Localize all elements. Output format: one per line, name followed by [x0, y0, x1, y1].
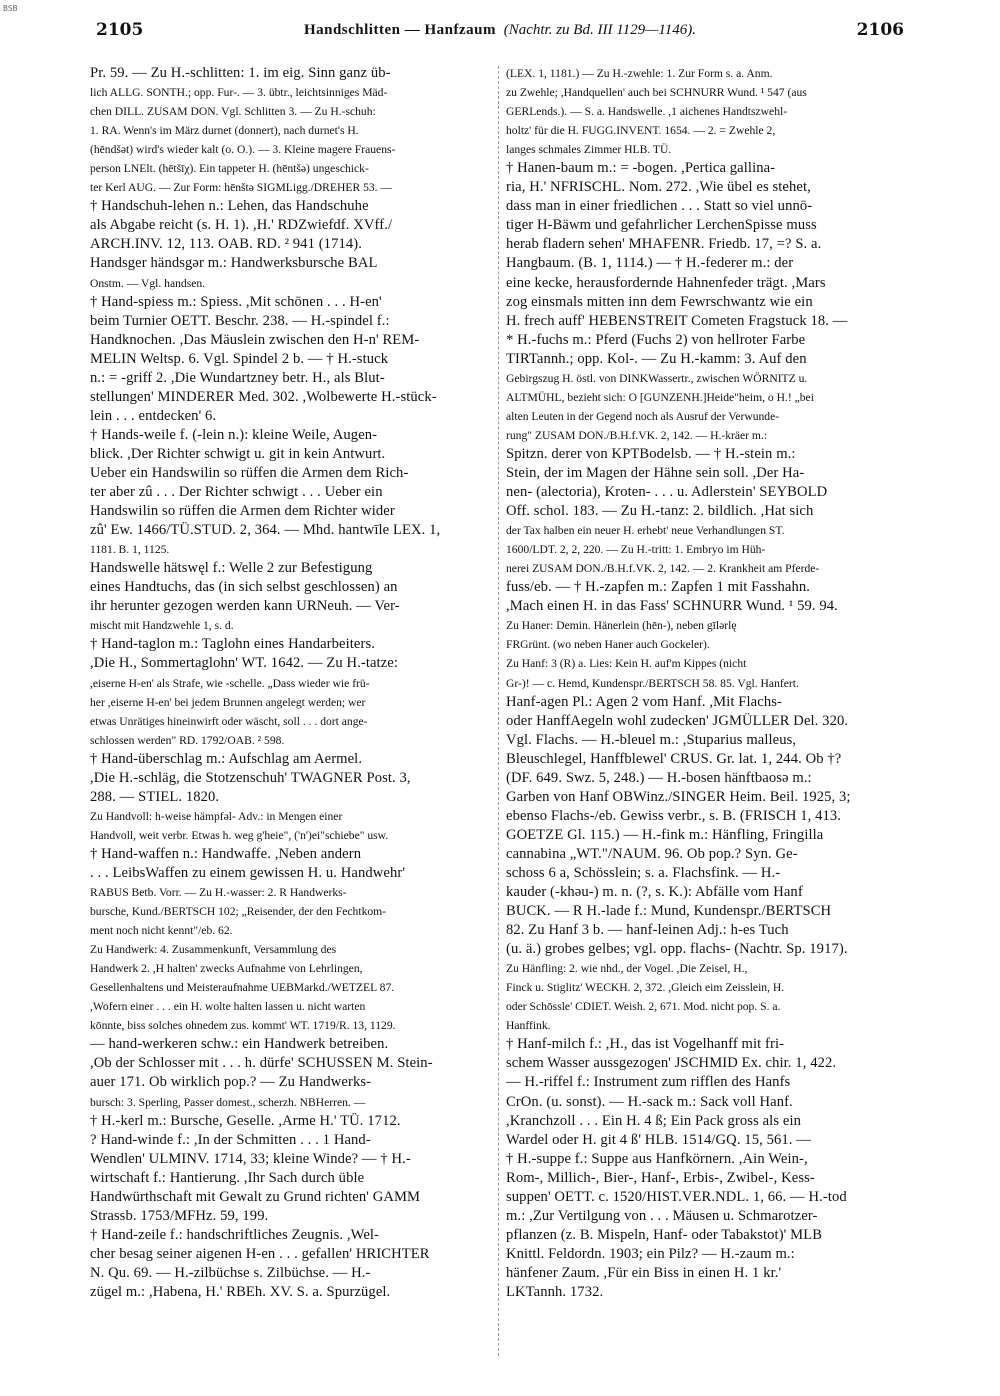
text-line: Handwürthschaft mit Gewalt zu Grund richten' GAMM: [90, 1188, 421, 1205]
text-line: Handwerk 2. ,H halten' zwecks Aufnahme von Lehrlingen,: [90, 962, 363, 976]
text-line: lich ALLG. SONTH.; opp. Fur-. — 3. übtr., leichtsinniges Mäd-: [90, 86, 388, 100]
text-line: Wardel oder H. git 4 ß' HLB. 1514/GQ. 15, 561. —: [506, 1131, 811, 1148]
text-line: Stein, der im Magen der Hähne sein soll. ,Der Ha-: [506, 464, 805, 481]
text-line: † Hanen-baum m.: = -bogen. ,Pertica gallina-: [506, 160, 776, 177]
text-line: ebenso Flachs-/eb. Gewiss verbr., s. B. (FRISCH 1, 413.: [506, 807, 842, 824]
text-line: Strassb. 1753/MFHz. 59, 199.: [90, 1207, 269, 1224]
text-line: ,eiserne H-en' als Strafe, wie -schelle. „Dass wieder wie frü-: [90, 676, 370, 690]
text-line: Handsger händsgər m.: Handwerksbursche BAL: [90, 255, 378, 272]
text-line: TIRTannh.; opp. Kol-. — Zu H.-kamm: 3. Auf den: [506, 350, 807, 367]
text-line: (LEX. 1, 1181.) — Zu H.-zwehle: 1. Zur Form s. a. Anm.: [506, 67, 773, 80]
text-line: . . . LeibsWaffen zu einem gewissen H. u. Handwehr': [90, 864, 406, 881]
text-line: MELIN Weltsp. 6. Vgl. Spindel 2 b. — † H.-stuck: [90, 350, 389, 367]
text-line: ,Die H.-schläg, die Stotzenschuh' TWAGNER Post. 3,: [90, 769, 411, 786]
text-line: FRGrünt. (wo neben Haner auch Gockeler).: [506, 638, 710, 652]
text-line: † H.-suppe f.: Suppe aus Hanfkörnern. ,Ain Wein-,: [506, 1150, 808, 1167]
text-line: Wendlen' ULMINV. 1714, 33; kleine Winde? — † H.-: [90, 1150, 411, 1167]
text-line: zügel m.: ,Habena, H.' RBEh. XV. S. a. Spurzügel.: [90, 1284, 391, 1300]
text-line: oder Schōssle' CDIET. Weish. 2, 671. Mod. nicht pop. S. a.: [506, 1000, 781, 1014]
text-line: oder HanffAegeln wohl zudecken' JGMÜLLER Del. 320.: [506, 712, 849, 729]
text-line: Onstm. — Vgl. handsen.: [90, 276, 206, 290]
text-line: Zu Hanf: 3 (R) a. Lies: Kein H. auf'm Kippes (nicht: [506, 657, 747, 671]
text-line: Knittl. Feldordn. 1903; ein Pilz? — H.-zaum m.:: [506, 1245, 795, 1262]
text-line: Off. schol. 183. — Zu H.-tanz: 2. bildlich. ,Hat sich: [506, 503, 814, 520]
text-line: eine kecke, herausfordernde Hahnenfeder trägt. ,Mars: [506, 274, 826, 291]
text-line: † Hand-taglon m.: Taglohn eines Handarbeiters.: [90, 636, 375, 653]
text-line: Finck u. Stiglitz' WECKH. 2, 372. ,Gleich eim Zeisslein, H.: [506, 981, 785, 995]
text-line: fuss/eb. — † H.-zapfen m.: Zapfen 1 mit Fasshahn.: [506, 579, 811, 596]
text-line: † Handschuh-lehen n.: Lehen, das Handschuhe: [90, 198, 369, 215]
text-line: 288. — STIEL. 1820.: [90, 788, 220, 805]
text-line: — hand-werkeren schw.: ein Handwerk betreiben.: [90, 1036, 389, 1053]
text-line: zog einsmals mitten inn dem Fewrschwantz wie ein: [506, 293, 813, 310]
text-line: zû' Ew. 1466/TÜ.STUD. 2, 364. — Mhd. hantwīle LEX. 1,: [90, 522, 441, 539]
text-line: zu Zwehle; ,Handquellen' auch bei SCHNURR Wund. ¹ 547 (aus: [506, 86, 807, 100]
text-line: Zu Hänfling: 2. wie nhd., der Vogel. ,Die Zeisel, H.,: [506, 962, 748, 976]
text-line: † Hand-waffen n.: Handwaffe. ,Neben andern: [90, 845, 362, 862]
text-line: Hanffink.: [506, 1019, 551, 1033]
page-number-right: 2106: [856, 20, 904, 40]
text-line: mischt mit Handzwehle 1, s. d.: [90, 619, 234, 633]
text-line: schlossen werden" RD. 1792/OAB. ² 598.: [90, 733, 285, 747]
text-line: — H.-riffel f.: Instrument zum rifflen des Hanfs: [506, 1074, 791, 1091]
header-title: Handschlitten — Hanfzaum: [303, 22, 496, 38]
text-line: lein . . . entdecken' 6.: [90, 407, 217, 424]
text-line: Vgl. Flachs. — H.-bleuel m.: ,Stuparius malleus,: [506, 731, 797, 748]
left-column: [90, 64, 494, 1302]
text-line: Gesellenhaltens und Meisteraufnahme UEBMarkd./WETZEL 87.: [90, 981, 395, 995]
text-line: Garben von Hanf OBWinz./SINGER Heim. Beil. 1925, 3;: [506, 788, 851, 805]
text-line: N. Qu. 69. — H.-zilbüchse s. Zilbüchse. — H.-: [90, 1264, 371, 1281]
text-line: hänfener Zaum. ,Für ein Biss in einen H. 1 kr.': [506, 1264, 782, 1281]
text-line: ,Ob der Schlosser mit . . . h. dürfe' SCHUSSEN M. Stein-: [90, 1055, 433, 1072]
text-line: † H.-kerl m.: Bursche, Geselle. ,Arme H.' TÜ. 1712.: [90, 1112, 401, 1129]
text-line: GERLends.). — S. a. Handswelle. ,1 aichenes Handtszwehl-: [506, 105, 788, 119]
text-line: Zu Handwerk: 4. Zusammenkunft, Versammlung des: [90, 943, 337, 957]
text-line: her ,eiserne H-en' bei jedem Brunnen angelegt werden; wer: [90, 695, 366, 709]
text-line: tiger H-Bäwm und gefahrlicher LerchenSpisse muss: [506, 217, 817, 234]
text-line: m.: ,Zur Vertilgung von . . . Mäusen u. Schmarotzer-: [506, 1207, 818, 1224]
text-line: pflanzen (z. B. Mispeln, Hanf- oder Tabakstot)' MLB: [506, 1226, 823, 1243]
text-line: ihr herunter gezogen werden kann URNeuh. — Ver-: [90, 598, 400, 615]
text-line: eines Handtuchs, das (in sich selbst geschlossen) an: [90, 579, 398, 596]
text-line: holtz' für die H. FUGG.INVENT. 1654. — 2. = Zwehle 2,: [506, 124, 776, 138]
text-line: ter Kerl AUG. — Zur Form: hēnštə SIGMLigg./DREHER 53. —: [90, 181, 393, 195]
text-line: ,Wofern einer . . . ein H. wolte halten lassen u. nicht warten: [90, 1000, 366, 1014]
text-line: Pr. 59. — Zu H.-schlitten: 1. im eig. Sinn ganz üb-: [90, 65, 391, 81]
text-line: Zu Haner: Demin. Hänerlein (hēn-), neben gīlərlę: [506, 619, 737, 633]
text-line: ,Die H., Sommertaglohn' WT. 1642. — Zu H.-tatze:: [90, 655, 399, 672]
text-line: H. frech auff' HEBENSTREIT Cometen Fragstuck 18. —: [506, 312, 848, 329]
text-line: auer 171. Ob wirklich pop.? — Zu Handwerks-: [90, 1074, 372, 1091]
text-line: langes schmales Zimmer HLB. TÜ.: [506, 143, 672, 157]
text-line: Zu Handvoll: h-weise hämpfəl- Adv.: in Mengen einer: [90, 809, 343, 823]
text-line: LKTannh. 1732.: [506, 1284, 604, 1300]
running-header: [0, 22, 1000, 39]
text-line: Hangbaum. (B. 1, 1114.) — † H.-federer m.: der: [506, 255, 794, 272]
text-line: † Hand-überschlag m.: Aufschlag am Aermel.: [90, 750, 363, 767]
right-column: [506, 64, 910, 1302]
text-line: (u. ä.) grobes gelbes; vgl. opp. flachs- (Nachtr. Sp. 1917).: [506, 941, 848, 958]
text-line: Hanf-agen Pl.: Agen 2 vom Hanf. ,Mit Flachs-: [506, 693, 782, 710]
text-line: person LNElt. (hētšīχ). Ein tappeter H. (hēntšə) ungeschick-: [90, 162, 369, 176]
text-line: alten Leuten in der Gegend noch als Ausruf der Verwunde-: [506, 409, 780, 423]
text-line: chen DILL. ZUSAM DON. Vgl. Schlitten 3. — Zu H.-schuh:: [90, 105, 376, 119]
text-line: ter aber zû . . . Der Richter schwigt . . . Ueber ein: [90, 484, 383, 501]
text-line: 1181. B. 1, 1125.: [90, 543, 170, 557]
text-line: nen- (alectoria), Kroten- . . . u. Adlerstein' SEYBOLD: [506, 484, 828, 501]
text-line: Handswelle hätswęl f.: Welle 2 zur Befestigung: [90, 560, 373, 577]
text-line: † Hands-weile f. (-lein n.): kleine Weile, Augen-: [90, 426, 378, 443]
text-line: bursch: 3. Sperling, Passer domest., scherzh. NBHerren. —: [90, 1095, 366, 1109]
text-line: blick. ,Der Richter schwigt u. git in kein Antwurt.: [90, 445, 386, 462]
library-stamp: BSB: [3, 4, 18, 13]
text-line: GOETZE Gl. 115.) — H.-fink m.: Hänfling, Fringilla: [506, 826, 824, 843]
text-line: n.: = -griff 2. ,Die Wundartzney betr. H., als Blut-: [90, 369, 385, 386]
text-line: † Hand-spiess m.: Spiess. ,Mit schōnen . . . H-en': [90, 293, 382, 310]
text-line: ,Mach einen H. in das Fass' SCHNURR Wund. ¹ 59. 94.: [506, 598, 838, 615]
text-line: ARCH.INV. 12, 113. OAB. RD. ² 941 (1714).: [90, 236, 362, 253]
text-line: nerei ZUSAM DON./B.H.f.VK. 2, 142. — 2. Krankheit am Pferde-: [506, 562, 820, 576]
text-line: BUCK. — R H.-lade f.: Mund, Kundenspr./BERTSCH: [506, 903, 832, 920]
text-line: dass man in einer friedlichen . . . Statt so viel unnō-: [506, 198, 813, 215]
column-divider: [498, 66, 499, 1356]
text-line: als Abgabe reicht (s. H. 1). ,H.' RDZwiefdf. XVff./: [90, 217, 393, 234]
text-line: Gr-)! — c. Hemd, Kundenspr./BERTSCH 58. 85. Vgl. Hanfert.: [506, 676, 799, 690]
text-line: Rom-, Millich-, Bier-, Hanf-, Erbis-, Zwibel-, Kess-: [506, 1169, 815, 1186]
text-line: wirtschaft f.: Hantierung. ,Ihr Sach durch üble: [90, 1169, 365, 1186]
text-line: ? Hand-winde f.: ,In der Schmitten . . . 1 Hand-: [90, 1131, 371, 1148]
text-line: Handswilin so rüffen die Armen dem Richter wider: [90, 503, 395, 520]
text-line: ria, H.' NFRISCHL. Nom. 272. ,Wie übel es stehet,: [506, 179, 811, 196]
page-number-left: 2105: [96, 20, 144, 40]
text-line: Handvoll, weit verbr. Etwas h. weg g'heie", ('n')ei"schiebe" usw.: [90, 828, 389, 842]
text-line: Spitzn. derer von KPTBodelsb. — † H.-stein m.:: [506, 445, 796, 462]
text-line: kōnnte, biss solches ohnedem zus. kommt' WT. 1719/R. 13, 1129.: [90, 1019, 396, 1033]
text-line: der Tax halben ein neuer H. erhebt' neue Verhandlungen ST.: [506, 524, 785, 538]
text-line: † Hand-zeile f.: handschriftliches Zeugnis. ,Wel-: [90, 1226, 380, 1243]
text-line: * H.-fuchs m.: Pferd (Fuchs 2) von hellroter Farbe: [506, 331, 806, 348]
text-line: schem Wasser aussgezogen' JSCHMID Ex. chir. 1, 422.: [506, 1055, 837, 1072]
text-line: (hēndšət) wird's wieder kalt (o. O.). — 3. Kleine magere Frauens-: [90, 143, 396, 157]
text-line: 82. Zu Hanf 3 b. — hanf-leinen Adj.: h-es Tuch: [506, 922, 789, 939]
text-line: stellungen' MINDERER Med. 302. ,Wolbewerte H.-stück-: [90, 388, 437, 405]
text-line: † Hanf-milch f.: ,H., das ist Vogelhanff mit fri-: [506, 1036, 785, 1053]
text-line: cher besag seiner aigenen H-en . . . gefallen' HRICHTER: [90, 1245, 430, 1262]
text-line: CrOn. (u. sonst). — H.-sack m.: Sack voll Hanf.: [506, 1093, 793, 1110]
text-line: ment noch nicht kennt"/eb. 62.: [90, 924, 233, 938]
text-line: 1600/LDT. 2, 2, 220. — Zu H.-tritt: 1. Embryo im Hüh-: [506, 543, 766, 557]
text-line: Bleuschlegel, Hanffblewel' CRUS. Gr. lat. 1, 244. Ob †?: [506, 750, 842, 767]
text-line: Ueber ein Handswilin so rüffen die Armen dem Rich-: [90, 464, 409, 481]
text-line: bursche, Kund./BERTSCH 102; „Reisender, der den Fechtkom-: [90, 905, 387, 919]
text-line: schoss 6 a, Schösslein; s. a. Flachsfink. — H.-: [506, 864, 781, 881]
text-line: Gebirgszug H. östl. von DINKWassertr., zwischen WÖRNITZ u.: [506, 371, 808, 385]
text-line: ALTMÜHL, bezieht sich: O [GUNZENH.]Heide"heim, o H.! „bei: [506, 390, 814, 404]
text-line: beim Turnier OETT. Beschr. 238. — H.-spindel f.:: [90, 312, 390, 329]
text-line: suppen' OETT. c. 1520/HIST.VER.NDL. 1, 66. — H.-tod: [506, 1188, 847, 1205]
text-line: (DF. 649. Swz. 5, 248.) — H.-bosen hänftbaosə m.:: [506, 769, 812, 786]
text-line: RABUS Betb. Vorr. — Zu H.-wasser: 2. R Handwerks-: [90, 886, 347, 900]
text-line: etwas Unrätiges hineinwirft oder wäscht, soll . . . dort ange-: [90, 714, 368, 728]
text-line: herab fladern sehen' MHAFENR. Friedb. 17, =? S. a.: [506, 236, 822, 253]
header-subtitle: (Nachtr. zu Bd. III 1129—1146).: [503, 22, 697, 38]
text-line: 1. RA. Wenn's im März durnet (donnert), nach durnet's H.: [90, 124, 359, 138]
text-line: kauder (-khəu-) m. n. (?, s. K.): Abfälle vom Hanf: [506, 884, 803, 901]
text-line: Handknochen. ,Das Mäuslein zwischen den H-n' REM-: [90, 331, 420, 348]
text-line: ,Kranchzoll . . . Ein H. 4 ß; Ein Pack gross als ein: [506, 1112, 801, 1129]
text-line: cannabina „WT."/NAUM. 96. Ob pop.? Syn. Ge-: [506, 845, 798, 862]
text-line: rung" ZUSAM DON./B.H.f.VK. 2, 142. — H.-kräer m.:: [506, 428, 768, 442]
